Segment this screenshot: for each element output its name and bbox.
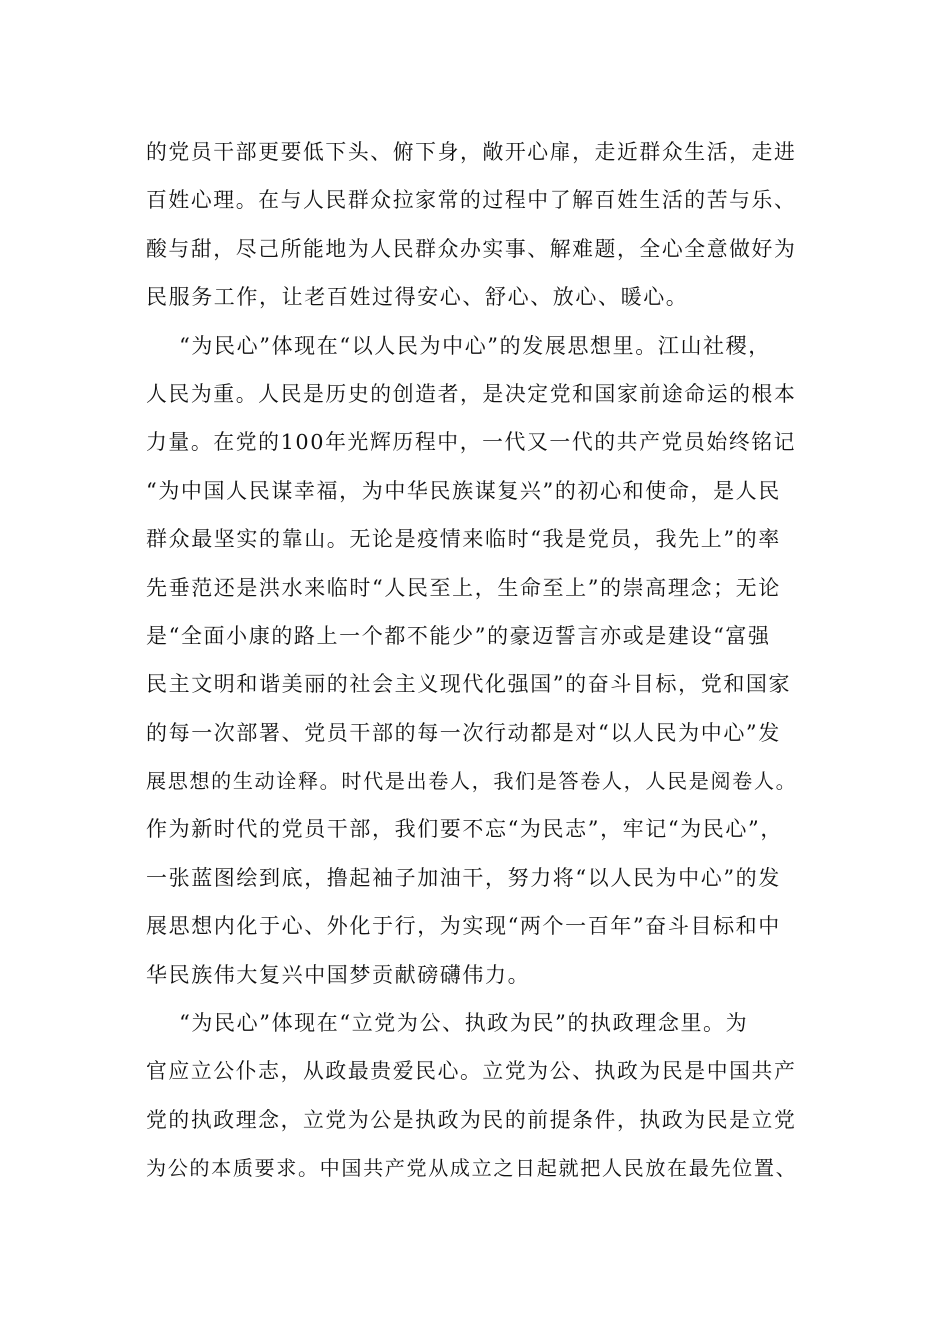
text-line: 是“全面小康的路上一个都不能少”的豪迈誓言亦或是建设“富强 [146,623,771,648]
text-line: 群众最坚实的靠山。无论是疫情来临时“我是党员，我先上”的率 [146,527,781,552]
text-line: “为中国人民谋幸福，为中华民族谋复兴”的初心和使命，是人民 [146,478,781,503]
text-line: 百姓心理。在与人民群众拉家常的过程中了解百姓生活的苦与乐、 [146,188,797,213]
paragraph-start-line: “为民心”体现在“以人民为中心”的发展思想里。江山社稷， [146,333,771,358]
text-line: 先垂范还是洪水来临时“人民至上，生命至上”的崇高理念；无论 [146,575,781,600]
text-line: 的每一次部署、党员干部的每一次行动都是对“以人民为中心”发 [146,720,781,745]
text-line: 民服务工作，让老百姓过得安心、舒心、放心、暖心。 [146,285,689,310]
text-line: 华民族伟大复兴中国梦贡献磅礴伟力。 [146,962,531,987]
text-line: 展思想的生动诠释。时代是出卷人，我们是答卷人，人民是阅卷人。 [146,769,798,794]
text-line: 官应立公仆志，从政最贵爱民心。立党为公、执政为民是中国共产 [146,1059,797,1084]
text-line: 党的执政理念，立党为公是执政为民的前提条件，执政为民是立党 [146,1107,797,1132]
text-line: 一张蓝图绘到底，撸起袖子加油干，努力将“以人民为中心”的发 [146,865,781,890]
body-text [146,128,796,1193]
text-line: 力量。在党的100年光辉历程中，一代又一代的共产党员始终铭记 [146,430,797,455]
text-line: 人民为重。人民是历史的创造者，是决定党和国家前途命运的根本 [146,381,797,406]
text-line: 的党员干部更要低下头、俯下身，敞开心扉，走近群众生活，走进 [146,140,797,164]
text-line: 酸与甜，尽己所能地为人民群众办实事、解难题，全心全意做好为 [146,236,797,261]
text-line: 作为新时代的党员干部，我们要不忘“为民志”，牢记“为民心”， [146,817,783,842]
text-line: 为公的本质要求。中国共产党从成立之日起就把人民放在最先位置、 [146,1156,798,1181]
text-line: 展思想内化于心、外化于行，为实现“两个一百年”奋斗目标和中 [146,914,781,939]
paragraph-start-line: “为民心”体现在“立党为公、执政为民”的执政理念里。为 [146,1011,749,1036]
text-line: 民主文明和谐美丽的社会主义现代化强国”的奋斗目标，党和国家 [146,672,792,697]
